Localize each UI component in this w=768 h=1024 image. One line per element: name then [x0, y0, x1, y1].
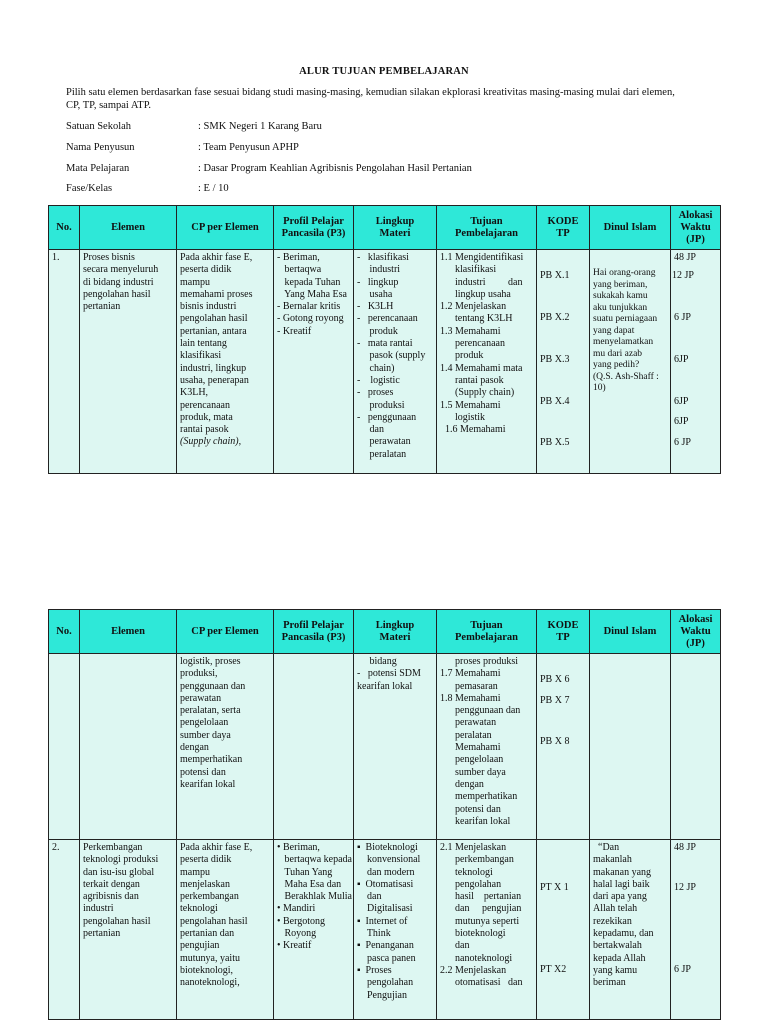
- cell-text-line: ▪ Bioteknologi: [357, 842, 418, 853]
- cell-text-line: produk: [357, 325, 398, 337]
- kode-item: PB X.2: [540, 312, 570, 323]
- cell-text-line: ▪ Otomatisasi: [357, 878, 414, 890]
- cell-text-line: pemasaran: [440, 680, 498, 692]
- header-profil-l2: Pancasila (P3): [281, 227, 346, 239]
- cell-text-line: produksi,: [180, 668, 218, 680]
- kode-item: PB X 8: [540, 736, 570, 747]
- cell-alokasi: [671, 654, 721, 840]
- cell-text-line: memperhatikan: [180, 754, 243, 766]
- cell-text-line: pengolahan hasil: [180, 915, 248, 927]
- cell-text-line: nanoteknologi: [440, 952, 513, 964]
- meta-label: Satuan Sekolah: [66, 121, 132, 132]
- cell-alokasi: [671, 840, 721, 1020]
- cell-text-line: pengolahan hasil: [83, 288, 151, 300]
- cell-profil: [274, 654, 354, 840]
- cell-lingkup: [354, 250, 437, 474]
- cell-text-line: di bidang industri: [83, 276, 154, 288]
- cell-text-line: Proses bisnis: [83, 252, 135, 263]
- table-row: [49, 840, 721, 1020]
- cell-text-line: menjelaskan: [180, 878, 230, 890]
- cell-text-line: makanlah: [593, 854, 632, 866]
- cell-text-line: usaha, penerapan: [180, 374, 249, 386]
- header-tujuan: [437, 610, 537, 654]
- cell-text-line: kepada Allah: [593, 952, 646, 964]
- cell-text-line: industri dan: [440, 276, 523, 288]
- cell-text-line: yang kamu: [593, 964, 638, 976]
- cell-text-line: industri, lingkup: [180, 362, 247, 374]
- cell-text-line: 1.5 Memahami: [440, 399, 501, 411]
- row-number: 1.: [52, 252, 60, 263]
- cell-text-line: pertanian, antara: [180, 325, 247, 337]
- cell-text-line: • Mandiri: [277, 903, 316, 915]
- cell-tujuan: [437, 654, 537, 840]
- cell-text-line: Pengujian: [357, 989, 407, 1001]
- cell-text-line: pengujian: [180, 940, 220, 952]
- header-alokasi-l3: (JP): [686, 637, 705, 649]
- cell-text-line: suatu perniagaan: [593, 314, 658, 324]
- cell-text-line: peserta didik: [180, 264, 232, 276]
- cell-text-line: beriman: [593, 977, 626, 989]
- table-row: [49, 250, 721, 474]
- intro-line-2: CP, TP, sampai ATP.: [66, 100, 151, 111]
- cell-text-line: 10): [593, 383, 606, 393]
- alokasi-item: 12 JP: [672, 270, 694, 281]
- header-lingkup-l2: Materi: [379, 227, 411, 239]
- header-kode-l1: KODE: [547, 619, 579, 631]
- row-number: 2.: [52, 842, 60, 853]
- header-profil: [274, 610, 354, 654]
- alokasi-item: 6JP: [674, 354, 689, 365]
- cell-text-line: tentang K3LH: [440, 313, 513, 325]
- header-lingkup: [354, 610, 437, 654]
- cell-text-line: menyelamatkan: [593, 337, 654, 347]
- cell-text-line: peralatan, serta: [180, 705, 241, 717]
- cell-text-line: • Bergotong: [277, 915, 326, 927]
- cell-text-line: ▪ Penanganan: [357, 940, 414, 952]
- cell-text-line: pasca panen: [357, 952, 416, 964]
- cell-text-line: • Beriman,: [277, 842, 320, 853]
- cell-text-line: teknologi: [180, 903, 218, 915]
- cell-text-line: peralatan: [440, 729, 492, 741]
- cell-text-line: Royong: [277, 928, 317, 940]
- cell-text-line: “Dan: [593, 842, 620, 853]
- cell-text-line: pertanian: [83, 928, 121, 940]
- cell-text-line: peralatan: [357, 448, 407, 460]
- cell-no: [49, 654, 80, 840]
- cell-text-line: bidang: [357, 656, 397, 667]
- cell-text-line: teknologi produksi: [83, 854, 159, 866]
- cell-text-line: perawatan: [357, 436, 411, 448]
- atp-table-2: [48, 609, 721, 1020]
- header-alokasi: [671, 610, 721, 654]
- cell-text-line: 1.6 Memahami: [440, 424, 506, 436]
- cell-profil: [274, 840, 354, 1020]
- cell-text-line: kearifan lokal: [440, 815, 511, 827]
- cell-text-line: yang dapat: [593, 325, 635, 336]
- cell-text-line: terkait dengan: [83, 878, 140, 890]
- alokasi-item: 48 JP: [674, 842, 696, 853]
- cell-text-line: ▪ Internet of: [357, 915, 408, 927]
- cell-elemen: [80, 840, 177, 1020]
- kode-item: PB X.4: [540, 396, 570, 407]
- cell-text-line: - potensi SDM: [357, 668, 421, 680]
- header-kode-l2: TP: [556, 631, 570, 643]
- cell-text-line: dan: [357, 891, 382, 903]
- cell-text-line: aku tunjukkan: [593, 302, 648, 313]
- cell-text-line: dari apa yang: [593, 891, 647, 903]
- cell-text-line: potensi dan: [180, 766, 226, 778]
- header-profil: [274, 206, 354, 250]
- cell-text-line: usaha: [357, 288, 393, 300]
- cell-text-line: bioteknologi: [440, 928, 506, 940]
- cell-text-line: dan pengujian: [440, 903, 522, 915]
- cell-tujuan: [437, 250, 537, 474]
- alokasi-item: 6JP: [674, 396, 689, 407]
- header-kode: [537, 610, 590, 654]
- cell-text-line: Memahami: [440, 742, 501, 754]
- cell-text-line: industri: [357, 264, 401, 276]
- cell-text-line: penggunaan dan: [180, 680, 246, 692]
- cell-text-line: - klasifikasi: [357, 252, 409, 263]
- meta-value: : SMK Negeri 1 Karang Baru: [198, 121, 322, 132]
- cell-text-line: - K3LH: [357, 301, 394, 313]
- header-cp: CP per Elemen: [177, 206, 274, 250]
- cell-text-line: perencanaan: [440, 338, 505, 350]
- cell-lingkup: [354, 654, 437, 840]
- cell-text-line: perawatan: [180, 692, 222, 704]
- cell-text-line: 1.4 Memahami mata: [440, 362, 523, 374]
- cell-text-line: K3LH,: [180, 387, 209, 399]
- cell-text-line: hasil pertanian: [440, 891, 522, 903]
- cell-text-line: 1.1 Mengidentifikasi: [440, 252, 524, 263]
- header-alokasi-l1: Alokasi: [678, 613, 713, 625]
- header-profil-l2: Pancasila (P3): [281, 631, 346, 643]
- header-dinul: Dinul Islam: [590, 206, 671, 250]
- cell-text-line: chain): [357, 362, 395, 374]
- alokasi-item: 6JP: [674, 416, 689, 427]
- cell-text-line: yang beriman,: [593, 279, 648, 290]
- cell-text-line: rantai pasok: [440, 374, 504, 386]
- cell-dinul: [590, 250, 671, 474]
- cell-text-line: penggunaan dan: [440, 705, 521, 717]
- cell-text-line: mu dari azab: [593, 348, 643, 359]
- kode-item: PB X 6: [540, 674, 570, 685]
- cell-text-line: - mata rantai: [357, 338, 413, 350]
- header-alokasi: [671, 206, 721, 250]
- header-tujuan: [437, 206, 537, 250]
- cell-text-line: rezekikan: [593, 915, 632, 927]
- document-title: ALUR TUJUAN PEMBELAJARAN: [299, 66, 469, 77]
- cell-text-line: dan: [357, 424, 384, 436]
- cell-text-line: Hai orang-orang: [593, 268, 656, 278]
- cell-alokasi: [671, 250, 721, 474]
- cell-text-line: konvensional: [357, 854, 421, 866]
- cell-text-line: pengolahan hasil: [180, 313, 248, 325]
- cell-cp: [177, 654, 274, 840]
- cell-no: [49, 840, 80, 1020]
- cell-text-line: memperhatikan: [440, 791, 518, 803]
- cell-text-line: dengan: [180, 742, 209, 754]
- cell-elemen: [80, 250, 177, 474]
- header-alokasi-l1: Alokasi: [678, 209, 713, 221]
- cell-text-line: perencanaan: [180, 399, 230, 411]
- cell-text-line: mutunya, yaitu: [180, 952, 240, 964]
- alokasi-item: 6 JP: [674, 964, 691, 975]
- cell-text-line: lingkup usaha: [440, 288, 511, 300]
- cell-text-line: Yang Maha Esa: [277, 288, 347, 300]
- header-lingkup-l1: Lingkup: [375, 215, 415, 227]
- cell-text-line: proses produksi: [440, 656, 519, 667]
- cell-text-line: dan isu-isu global: [83, 866, 155, 878]
- alokasi-item: 48 JP: [674, 252, 696, 263]
- cell-text-line: - Bernalar kritis: [277, 301, 341, 313]
- cell-text-line: - logistic: [357, 374, 400, 386]
- alokasi-item: 6 JP: [674, 312, 691, 323]
- table-row: [49, 654, 721, 840]
- cell-text-line: industri: [83, 903, 114, 915]
- cell-text-line: perkembangan: [180, 891, 239, 903]
- intro-line-1: Pilih satu elemen berdasarkan fase sesuai bidang studi masing-masing, kemudian silakan ekplorasi kreativitas masing-masing mulai dari elemen,: [66, 87, 675, 98]
- cell-text-line: produksi: [357, 399, 405, 411]
- cell-text-line: perawatan: [440, 717, 497, 729]
- cell-text-line: rantai pasok: [180, 424, 229, 436]
- cell-text-line: agribisnis dan: [83, 891, 139, 903]
- cell-text-line: potensi dan: [440, 803, 501, 815]
- cell-text-line: Pada akhir fase E,: [180, 252, 253, 263]
- cell-text-line: klasifikasi: [180, 350, 222, 362]
- cell-text-line: dan modern: [357, 866, 415, 878]
- atp-table-1: [48, 205, 721, 474]
- kode-item: PB X.5: [540, 437, 570, 448]
- header-profil-l1: Profil Pelajar: [283, 619, 344, 631]
- cp-last-line: (Supply chain),: [180, 436, 242, 448]
- cell-text-line: Perkembangan: [83, 842, 143, 853]
- cell-text-line: Allah telah: [593, 903, 638, 915]
- cell-text-line: - Gotong royong: [277, 313, 344, 325]
- cell-text-line: mutunya seperti: [440, 915, 520, 927]
- cell-text-line: Tuhan Yang: [277, 866, 333, 878]
- cell-text-line: - perencanaan: [357, 313, 418, 325]
- alokasi-item: 12 JP: [674, 882, 696, 893]
- cell-text-line: (Q.S. Ash-Shaff :: [593, 371, 659, 382]
- cell-text-line: otomatisasi dan: [440, 977, 523, 989]
- cell-text-line: lain tentang: [180, 338, 227, 350]
- cell-text-line: Maha Esa dan: [277, 878, 342, 890]
- cell-text-line: dan: [440, 940, 470, 952]
- cell-text-line: 1.8 Memahami: [440, 692, 501, 704]
- cell-kode: [537, 250, 590, 474]
- cell-text-line: 1.7 Memahami: [440, 668, 501, 680]
- cell-text-line: kearifan lokal: [180, 778, 236, 790]
- cell-text-line: 2.1 Menjelaskan: [440, 842, 507, 853]
- meta-label: Nama Penyusun: [66, 142, 135, 153]
- cell-text-line: yang pedih?: [593, 360, 640, 370]
- cell-text-line: logistik, proses: [180, 656, 241, 667]
- cell-text-line: 2.2 Menjelaskan: [440, 964, 507, 976]
- cell-text-line: pertanian dan: [180, 928, 235, 940]
- header-kode-l1: KODE: [547, 215, 579, 227]
- cell-text-line: peserta didik: [180, 854, 232, 866]
- cell-text-line: sumber daya: [180, 729, 231, 741]
- cell-text-line: pengelolaan: [180, 717, 229, 729]
- cell-text-line: (Supply chain): [440, 387, 515, 399]
- cell-text-line: pertanian: [83, 301, 121, 313]
- cell-text-line: - proses: [357, 387, 394, 399]
- cell-dinul: [590, 840, 671, 1020]
- header-lingkup: [354, 206, 437, 250]
- header-alokasi-l3: (JP): [686, 233, 705, 245]
- cell-text-line: mampu: [180, 866, 210, 878]
- cell-text-line: produk, mata: [180, 411, 233, 423]
- alokasi-item: 6 JP: [674, 437, 691, 448]
- table-header-row: [49, 206, 721, 250]
- cell-text-line: - penggunaan: [357, 411, 417, 423]
- cell-text-line: pengelolaan: [440, 754, 504, 766]
- cell-text-line: bertaqwa kepada: [277, 854, 352, 866]
- cell-profil: [274, 250, 354, 474]
- kode-item: PB X.1: [540, 270, 570, 281]
- cell-text-line: nanoteknologi,: [180, 977, 240, 989]
- header-elemen: Elemen: [80, 206, 177, 250]
- cell-cp: [177, 250, 274, 474]
- kode-item: PT X 1: [540, 882, 569, 893]
- cell-text-line: - lingkup: [357, 276, 399, 288]
- intro-text: [66, 86, 716, 112]
- cell-text-line: bisnis industri: [180, 301, 237, 313]
- kode-item: PB X.3: [540, 354, 570, 365]
- header-cp: CP per Elemen: [177, 610, 274, 654]
- cell-text-line: secara menyeluruh: [83, 264, 159, 276]
- header-lingkup-l1: Lingkup: [375, 619, 415, 631]
- cell-text-line: klasifikasi: [440, 264, 497, 276]
- cell-cp: [177, 840, 274, 1020]
- cell-text-line: ▪ Proses: [357, 964, 392, 976]
- cell-text-line: Berakhlak Mulia: [277, 891, 352, 903]
- cell-kode: [537, 840, 590, 1020]
- cell-text-line: halal lagi baik: [593, 878, 650, 890]
- meta-value: : Dasar Program Keahlian Agribisnis Pengolahan Hasil Pertanian: [198, 163, 472, 174]
- header-lingkup-l2: Materi: [379, 631, 411, 643]
- cell-text-line: Think: [357, 928, 391, 940]
- cell-text-line: - Beriman,: [277, 252, 320, 263]
- cell-text-line: perkembangan: [440, 854, 514, 866]
- header-kode: [537, 206, 590, 250]
- cell-text-line: bertakwalah: [593, 940, 642, 952]
- cell-text-line: logistik: [440, 411, 486, 423]
- kode-item: PT X2: [540, 964, 567, 975]
- meta-label: Fase/Kelas: [66, 183, 113, 194]
- cell-tujuan: [437, 840, 537, 1020]
- cell-text-line: Pada akhir fase E,: [180, 842, 253, 853]
- header-tujuan-l2: Pembelajaran: [455, 631, 518, 643]
- cell-text-line: sumber daya: [440, 766, 506, 778]
- cell-text-line: produk: [440, 350, 484, 362]
- cell-lingkup: [354, 840, 437, 1020]
- cell-dinul: [590, 654, 671, 840]
- cell-text-line: 1.2 Menjelaskan: [440, 301, 507, 313]
- cell-text-line: • Kreatif: [277, 940, 312, 952]
- cell-text-line: makanan yang: [593, 866, 652, 878]
- cell-text-line: memahami proses: [180, 288, 253, 300]
- cell-no: [49, 250, 80, 474]
- header-dinul: Dinul Islam: [590, 610, 671, 654]
- cell-text-line: bertaqwa: [277, 264, 322, 276]
- cell-text-line: 1.3 Memahami: [440, 325, 501, 337]
- meta-label: Mata Pelajaran: [66, 163, 130, 174]
- cell-text-line: bioteknologi,: [180, 964, 234, 976]
- cell-elemen: [80, 654, 177, 840]
- header-tujuan-l1: Tujuan: [470, 619, 503, 631]
- cell-text-line: mampu: [180, 276, 210, 288]
- header-no: No.: [49, 610, 80, 654]
- header-tujuan-l1: Tujuan: [470, 215, 503, 227]
- cell-text-line: pengolahan: [440, 878, 502, 890]
- header-tujuan-l2: Pembelajaran: [455, 227, 518, 239]
- table-header-row: [49, 610, 721, 654]
- cell-text-line: dengan: [440, 778, 484, 790]
- cell-text-line: pengolahan hasil: [83, 915, 151, 927]
- cell-text-line: pengolahan: [357, 977, 414, 989]
- cell-text-line: - Kreatif: [277, 325, 312, 337]
- meta-value: : Team Penyusun APHP: [198, 142, 299, 153]
- kode-item: PB X 7: [540, 695, 570, 706]
- cell-text-line: sukakah kamu: [593, 291, 648, 301]
- header-elemen: Elemen: [80, 610, 177, 654]
- header-kode-l2: TP: [556, 227, 570, 239]
- cell-text-line: kearifan lokal: [357, 680, 413, 692]
- cell-text-line: pasok (supply: [357, 350, 426, 362]
- cell-text-line: kepadamu, dan: [593, 928, 654, 940]
- cell-kode: [537, 654, 590, 840]
- cell-text-line: Digitalisasi: [357, 903, 413, 915]
- cell-text-line: teknologi: [440, 866, 493, 878]
- header-no: No.: [49, 206, 80, 250]
- header-profil-l1: Profil Pelajar: [283, 215, 344, 227]
- meta-value: : E / 10: [198, 183, 229, 194]
- header-alokasi-l2: Waktu: [680, 625, 711, 637]
- cell-text-line: kepada Tuhan: [277, 276, 341, 288]
- header-alokasi-l2: Waktu: [680, 221, 711, 233]
